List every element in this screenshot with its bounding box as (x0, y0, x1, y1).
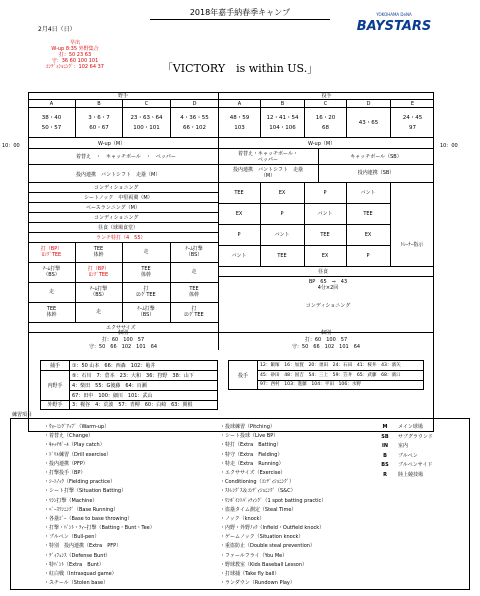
menu-title: 練習項目 (12, 412, 33, 418)
page-title: 2018年嘉手納春季キャンプ (189, 8, 291, 17)
menu-item: ・内野・外野ﾉｯｸ（Infield・Outfield knock） (220, 525, 325, 532)
pitcher-rotation (218, 182, 434, 266)
pfp-row: 投内連携 バントシフト 走塁 （M） (232, 167, 303, 179)
conditioning-row: コンディショニング (94, 215, 139, 221)
logo-text: BAYSTARS (356, 19, 432, 34)
roster-label: 捕手 (49, 363, 60, 369)
fielder-roster (40, 360, 218, 410)
menu-item: ・着替え（Change） (44, 433, 94, 440)
roster-line: 3：梶谷 4：荒波 57：青柳 60：白崎 63：関根 (72, 402, 193, 408)
menu-item: ・ﾄﾞﾘﾙ練習（Drill exercise） (44, 451, 112, 458)
legend-code: B (383, 452, 387, 459)
catch-row: 着替え・キャッチボール・ ペッパー (238, 151, 298, 163)
menu-item: ・ﾜﾝﾎﾟｲﾝﾄﾊﾞｯﾃｨﾝｸﾞ（1 spot batting practic） (220, 497, 327, 504)
roster-line: ①：50 山本 66：西森 102：亀井 (72, 363, 156, 369)
legend-code: SB (381, 433, 389, 440)
menu-item: ・特守（Extra Fielding） (220, 451, 283, 458)
batting-rotation (28, 242, 218, 322)
menu-item: ・シート打撃（Situation Batting） (44, 488, 127, 495)
date-label: 2月4日（日） (38, 26, 76, 33)
legend-name: ブルペン (398, 452, 418, 459)
lunch-row: 昼食（球場食堂） (98, 225, 139, 231)
rotation-cell: TEE (320, 232, 330, 238)
rotation-cell: バント (360, 190, 376, 196)
menu-item: ・ゲームノック（Situation knock） (220, 534, 304, 541)
fielder-group-players: 38・40 50・57 (41, 114, 62, 131)
fielders-header: 野手 (117, 92, 128, 99)
menu-item: ・ﾍﾞｰｽﾗﾝﾆﾝｸﾞ（Base Running） (44, 506, 119, 513)
time-marker: 10：00 (440, 143, 458, 149)
legend-code: BS (381, 462, 389, 468)
menu-item: ・ノック（knock） (220, 515, 265, 522)
rotation-cell: TEE 体幹 (93, 246, 104, 258)
legend-code: M (382, 424, 388, 430)
rotation-cell: 打 ﾛﾝｸﾞTEE (136, 286, 156, 298)
seat-knock-row: シートノック 中堅両翼（M） (84, 195, 153, 201)
legend-code: R (383, 471, 387, 478)
menu-item: ・投球練習（Pitching） (220, 424, 275, 430)
venue-legend (378, 424, 468, 481)
logo-small-text: YOKOHAMA DeNA (376, 12, 412, 17)
menu-item: ・打撃投手（BP） (44, 469, 86, 476)
note-line: W-up 8:35 外野集合 (51, 46, 99, 52)
rotation-cell: ﾁｰﾑ打撃 （BS） (42, 266, 61, 278)
fielder-schedule (28, 138, 218, 350)
pfp-sb-row: 投内連携（SB） (357, 170, 395, 176)
menu-item: ・ﾏｼﾝ打撃（Machine） (44, 497, 98, 504)
menu-item: ・スチール（Stolen base） (44, 580, 109, 587)
rotation-cell: バント (317, 211, 333, 217)
fielder-col-label: A (49, 100, 54, 107)
legend-code: IN (381, 443, 389, 449)
rotation-cell: 走 (191, 269, 197, 275)
rotation-cell: EX (235, 211, 243, 217)
note-line: 早出 (69, 40, 80, 46)
conditioning-row: コンディショニング (94, 185, 139, 191)
pitcher-col-label: A (218, 100, 260, 107)
pitcher-col-label: E (390, 100, 434, 107)
time-marker: 10：00 (2, 143, 20, 149)
legend-name: 陸上競技場 (398, 471, 424, 478)
rotation-cell: P (237, 232, 241, 238)
menu-item: ・野球教室（Kids Baseball Lesson） (220, 561, 308, 568)
menu-item: ・ｼｰﾄﾉｯｸ（Fielding practice） (44, 479, 116, 486)
fielder-group-players: 4・36・55 66・102 (170, 108, 218, 137)
note-line: 打：50 23 63 (58, 52, 92, 58)
pitcher-group-players: 16・20 68 (304, 108, 346, 137)
pitcher-group-players: 43・65 (346, 108, 390, 137)
rotation-cell: P (323, 190, 327, 196)
menu-item: ・盗塁タイム測定（Steal Time） (220, 506, 297, 513)
menu-item: ・エクササイズ（Exercise） (220, 469, 286, 476)
pitcher-group-players: 12・41・54 104・106 (260, 108, 304, 137)
pitcher-schedule (218, 138, 434, 350)
roster-line: 67：田中 100：細川 101：武山 (72, 393, 153, 399)
rotation-cell: 走 (95, 309, 101, 315)
menu-item: ・ｽﾄﾚﾝｸﾞｽ＆ｺﾝﾃﾞｨｼｮﾆﾝｸﾞ（S&C） (220, 488, 296, 495)
fielder-group-players: 3・6・7 60・67 (75, 108, 122, 137)
rotation-cell: TEE (363, 211, 373, 217)
rotation-cell: 打 ﾛﾝｸﾞTEE (184, 306, 204, 318)
menu-item: ・打撃・ﾊﾞﾝﾄ・ﾃｨｰ打撃（Batting・Bunt・Tee） (44, 525, 155, 532)
rotation-cell: バント (274, 232, 290, 238)
rotation-cell: 打（BP） ﾛﾝｸﾞTEE (40, 246, 63, 258)
pitcher-col-label: C (304, 100, 346, 107)
pfp-row: 投内連携 バントシフト 走塁（M） (76, 172, 161, 178)
lunch-extra-row: ランチ特打（4 55） (96, 235, 146, 241)
baystars-logo (352, 10, 436, 44)
roster-label: 外野手 (47, 402, 63, 408)
note-line: 守：36 60 100 101 (51, 58, 99, 64)
rotation-cell: 走 (48, 289, 54, 295)
pitcher-roster (228, 360, 424, 390)
catch-sb-row: キャッチボール（SB） (350, 154, 402, 160)
pitcher-col-label: D (346, 100, 390, 107)
menu-item: ・ブルペン（Bull-pen） (44, 534, 100, 541)
rotation-cell: EX (278, 190, 286, 196)
roster-line: 4：柴田 55：G後藤 64：百瀬 (72, 383, 147, 389)
legend-name: メイン球場 (398, 424, 423, 430)
rotation-cell: TEE 体幹 (140, 266, 151, 278)
roster-label: 内野手 (47, 383, 63, 389)
roster-line: ⑤：石川 7：倉本 23：大和 36：狩野 38：山下 (72, 373, 194, 379)
rotation-cell: ﾁｰﾑ打撃 （BS） (185, 246, 203, 258)
roster-line: 12：飯塚 16：加賀 20：須田 24：石田 41：桜井 43：濱矢 (260, 363, 401, 368)
pitcher-group-players: 48・59 103 (218, 108, 260, 137)
early-notes (30, 40, 120, 70)
rotation-cell: TEE (277, 253, 287, 259)
wup-row: W-up（M） (308, 141, 336, 147)
menu-mid-list (220, 424, 380, 589)
rotation-cell: ﾁｰﾑ打撃 （BS） (89, 286, 108, 298)
menu-item: ・投内連携（PFP） (44, 460, 88, 467)
rotation-cell: ﾁｰﾑ打撃 （BS） (137, 306, 155, 318)
fielder-col-label: B (75, 100, 122, 107)
warmup-row: 着替え ・ キャッチボール ・ ペッパー (76, 154, 176, 160)
title-underline (150, 19, 330, 20)
menu-item: ・ファールフライ（You Me） (220, 552, 288, 559)
fielder-col-label: D (170, 100, 218, 107)
menu-item: ・特別 投内連携（Extra PFP） (44, 543, 122, 550)
rotation-cell: EX (321, 253, 329, 259)
note-line: ｺﾝﾃﾞｨｼｮﾆﾝｸﾞ：102 64 37 (46, 64, 104, 70)
rotation-cell: 打（BP） ﾛﾝｸﾞTEE (87, 266, 110, 278)
menu-item: ・紅白戦（Intrasquad game） (44, 571, 117, 577)
bp-row: BP 65 ⇒ 43 4分×2回 (308, 279, 348, 291)
trainer-instruction: ﾄﾚｰﾅｰ指示 (400, 242, 424, 248)
legend-name: サブグラウンド (398, 433, 433, 440)
menu-item: ・ランダウン（Rundown Play） (220, 580, 295, 587)
menu-item: ・重盗防止（Double steal prevention） (220, 543, 315, 550)
legend-name: 室内 (398, 443, 409, 449)
roster-line: 97：西村 103：進藤 104：平田 106：水野 (260, 382, 362, 387)
baserunning-row: ベースランニング（M） (86, 205, 140, 211)
conditioning-row: コンディショニング (305, 303, 351, 309)
menu-item: ・ﾃﾞｨﾌｪﾝｽ（Defense Bunt） (44, 552, 111, 559)
fielder-group-players: 23・63・64 100・101 (122, 108, 170, 137)
rotation-cell: P (366, 253, 370, 259)
slogan: 「VICTORY is within US.」 (161, 62, 319, 75)
menu-item: ・シート投球（Live BP） (220, 433, 279, 440)
individual-pitchers: 個別 打：60 100 57 守：50 66 102 101 64 (291, 330, 361, 350)
exercise-row: エクササイズ (106, 325, 136, 331)
menu-left-list (44, 424, 224, 589)
roster-line: 45：砂田 48：国吉 54：三上 59：笠井 65：武藤 68：濱口 (260, 373, 401, 378)
rotation-cell: 走 (143, 249, 149, 255)
rotation-cell: P (280, 211, 284, 217)
roster-label: 投手 (237, 373, 248, 379)
menu-item: ・ｳｫｰﾐﾝｸﾞｱｯﾌﾟ（Warm-up） (44, 424, 110, 430)
individual-fielders: 個別 打：60 100 57 守：50 66 102 101 64 (88, 330, 158, 350)
menu-item: ・打球捕（Take fly ball） (220, 571, 280, 577)
rotation-cell: TEE (234, 190, 244, 196)
menu-item: ・特走（Extra Running） (220, 460, 284, 467)
legend-name: ブルペンサイド (398, 462, 433, 468)
pitchers-header: 投手 (218, 92, 434, 99)
lunch-row: 昼食 (318, 269, 329, 275)
menu-item: ・各塁ｺﾞｰ（Base to base throwing） (44, 515, 133, 522)
pitcher-group-players: 24・45 97 (390, 108, 434, 137)
fielder-col-label: C (122, 100, 170, 107)
menu-item: ・特ﾊﾞﾝﾄ（Extra Bunt） (44, 561, 104, 568)
menu-item: ・特打（Extra Batting） (220, 442, 282, 449)
rotation-cell: TEE 体幹 (188, 286, 199, 298)
rotation-cell: バント (231, 253, 247, 259)
rotation-cell: TEE 体幹 (46, 306, 57, 318)
wup-row: W-up（M） (98, 141, 126, 147)
rotation-cell: EX (364, 232, 372, 238)
menu-item: ・Conditioning（ｺﾝﾃﾞｨｼｮﾆﾝｸﾞ） (220, 479, 295, 486)
pitcher-col-label: B (260, 100, 304, 107)
menu-item: ・ｷｬｯﾁﾎﾞｰﾙ（Play catch） (44, 442, 105, 449)
